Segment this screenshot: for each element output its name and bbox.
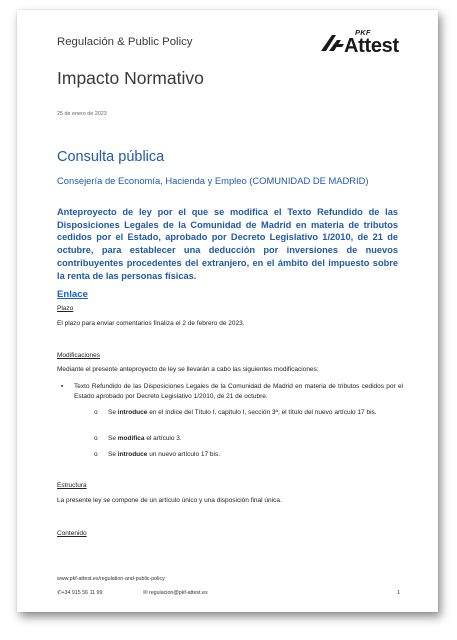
phone-icon: ✆ [57,590,62,596]
footer-url: www.pkf-attest.es/regulation-and-public-policy [57,576,165,582]
bullet-text: Texto Refundido de las Disposiciones Legales de la Comunidad de Madrid en materia de tributos cedidos por el Estado aprobado por Decreto Legislativo 1/2010, de 21 de octubre. [74,383,403,400]
header-category: Regulación & Public Policy [57,36,193,48]
page-number: 1 [397,590,401,596]
estructura-text: La presente ley se compone de un artículo único y una disposición final única. [57,497,282,504]
pkf-attest-logo [320,28,406,62]
bullet-marker: ▪ [61,383,64,390]
section-subtitle: Consejería de Economía, Hacienda y Empleo (COMUNIDAD DE MADRID) [57,175,369,186]
logo-brand-text: Attest [344,35,399,57]
modificaciones-intro: Mediante el presente anteproyecto de ley se llevarán a cabo las siguientes modificaciones: [57,366,319,373]
logo-mark-icon [320,32,346,56]
plazo-heading: Plazo [57,305,74,312]
plazo-text: El plazo para enviar comentarios finaliza el 2 de febrero de 2023. [57,320,245,327]
modificaciones-heading: Modificaciones [57,352,100,359]
footer-phone: ✆+34 915 56 11 99 [57,590,103,596]
circle-bullet: o [94,409,98,416]
logo-pkf-text: PKF [355,28,371,37]
document-title: Impacto Normativo [57,68,204,88]
mail-icon: ✉ [143,590,148,596]
document-date: 25 de enero de 2023 [57,111,107,117]
document-page: Regulación & Public Policy PKF Attest Impacto Normativo 25 de enero de 2023 Consulta pública Consejería de Economía, Hacienda y Empleo (COMUNIDAD DE MADRID) Anteproyecto de ley por el que se modifica el Texto Refundido de las Disposiciones Legales de la Comunidad de Madrid en materia de tributos cedidos por el Estado, aprobado por Decreto Legislativo 1/2010, de 21 de octubre, para establecer una deducción por inversiones de nuevos contribuyentes procedentes del extranjero, en el ámbito del impuesto sobre la renta de las personas físicas. Enlace Plazo El plazo para enviar comentarios finaliza el 2 de febrero de 2023. Modificaciones Mediante el presente anteproyecto de ley se llevarán a cabo las siguientes modificaciones: ▪ Texto Refundido de las Disposiciones Legales de la Comunidad de Madrid en materia de tributos cedidos por el Estado aprobado por Decreto Legislativo 1/2010, de 21 de octubre. o Se introduce en el índice del Título I, capítulo I, sección 3ª, el título del nuevo artículo 17 bis. o Se modifica el artículo 3. o Se introduce un nuevo artículo 17 bis. Estructura La presente ley se compone de un artículo único y una disposición final única. Contenido www.pkf-attest.es/regulation-and-public-policy ✆+34 915 56 11 99 ✉ regulacion@pkf-attest.es 1 [17,10,438,612]
contenido-heading: Contenido [57,530,87,537]
circle-bullet: o [94,435,98,442]
circle-bullet: o [94,451,98,458]
estructura-heading: Estructura [57,482,87,489]
lead-paragraph: Anteproyecto de ley por el que se modifica el Texto Refundido de las Disposiciones Legales de la Comunidad de Madrid en materia de tributos cedidos por el Estado, aprobado por Decreto Legislativo 1/2010, de 21 de octubre, para establecer una deducción por inversiones de nuevos contribuyentes procedentes del extranjero, en el ámbito del impuesto sobre la renta de las personas físicas. [57,207,398,281]
section-title: Consulta pública [57,149,165,165]
enlace-link[interactable]: Enlace [57,289,88,300]
footer-email: ✉ regulacion@pkf-attest.es [143,590,208,596]
